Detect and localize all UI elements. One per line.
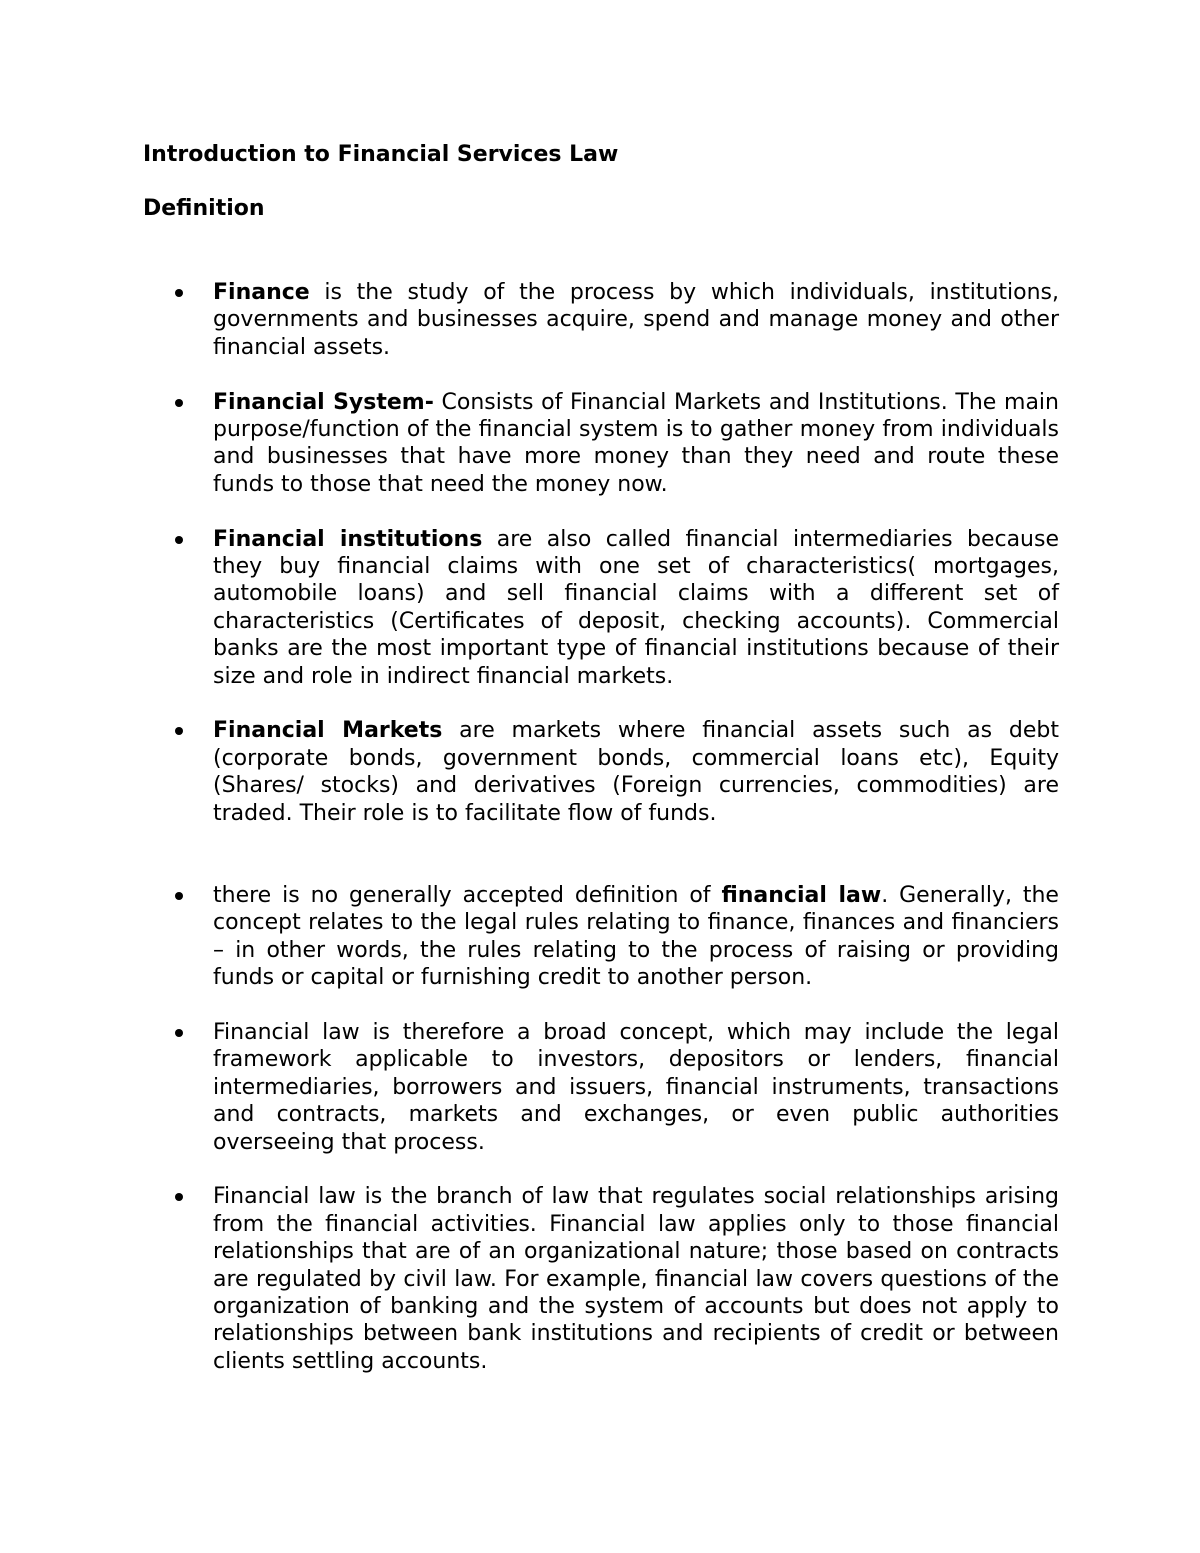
list-item-financial-law-branch <box>172 1183 1059 1375</box>
term-bold: Finance <box>213 280 310 305</box>
item-text: are markets where financial assets such as debt (corporate bonds, government bonds, commercial loans etc), Equity (Shares/ stocks) and derivatives (Foreign currencies, commodities) are traded. Their role is to facilitate flow of funds. <box>213 718 1059 826</box>
list-item-financial-institutions <box>172 526 1059 690</box>
bullet-icon <box>175 1029 183 1037</box>
bullet-icon <box>175 536 183 544</box>
bullet-icon <box>175 727 183 735</box>
list-item-finance <box>172 279 1059 361</box>
document-title: Introduction to Financial Services Law <box>143 142 619 167</box>
bullet-icon <box>175 399 183 407</box>
list-item-financial-law-definition <box>172 882 1059 992</box>
item-text: Financial law is the branch of law that regulates social relationships arising from the financial activities. Financial law applies only to those financial relationships that are of an organizational nature; those based on contracts are regulated by civil law. For example, financial law covers questions of the organization of banking and the system of accounts but does not apply to relationships between bank institutions and recipients of credit or between clients settling accounts. <box>213 1184 1059 1374</box>
term-bold: Financial Markets <box>213 718 443 744</box>
term-bold: financial law <box>721 882 882 908</box>
item-text: . Generally, the concept relates to the legal rules relating to finance, finances and financiers – in other words, the rules relating to the process of raising or providing funds or capital or furnishing credit to another person. <box>213 882 1059 991</box>
list-item-financial-law-broad <box>172 1019 1059 1156</box>
bullet-icon <box>175 1193 183 1201</box>
item-text-pre: there is no generally accepted definition of <box>213 882 722 908</box>
bullet-icon <box>175 892 183 900</box>
term-bold: Financial System- <box>213 389 434 415</box>
item-text: is the study of the process by which individuals, institutions, governments and businesses acquire, spend and manage money and other financial assets. <box>213 280 1059 360</box>
list-item-financial-markets <box>172 717 1059 827</box>
item-text: Financial law is therefore a broad concept, which may include the legal framework applicable to investors, depositors or lenders, financial intermediaries, borrowers and issuers, financial instruments, transactions and contracts, markets and exchanges, or even public authorities overseeing that process. <box>213 1019 1059 1155</box>
bullet-icon <box>175 289 183 297</box>
section-heading: Definition <box>143 196 265 221</box>
item-text: are also called financial intermediaries because they buy financial claims with one set of characteristics( mortgages, automobile loans) and sell financial claims with a different set of characteristics (Certificates of deposit, checking accounts). Commercial banks are the most important type of financial institutions because of their size and role in indirect financial markets. <box>213 526 1059 689</box>
term-bold: Financial institutions <box>213 526 483 552</box>
list-item-financial-system <box>172 389 1059 499</box>
definition-list <box>172 279 1059 1403</box>
item-text: Consists of Financial Markets and Institutions. The main purpose/function of the financial system is to gather money from individuals and businesses that have more money than they need and route these funds to those that need the money now. <box>213 389 1059 497</box>
